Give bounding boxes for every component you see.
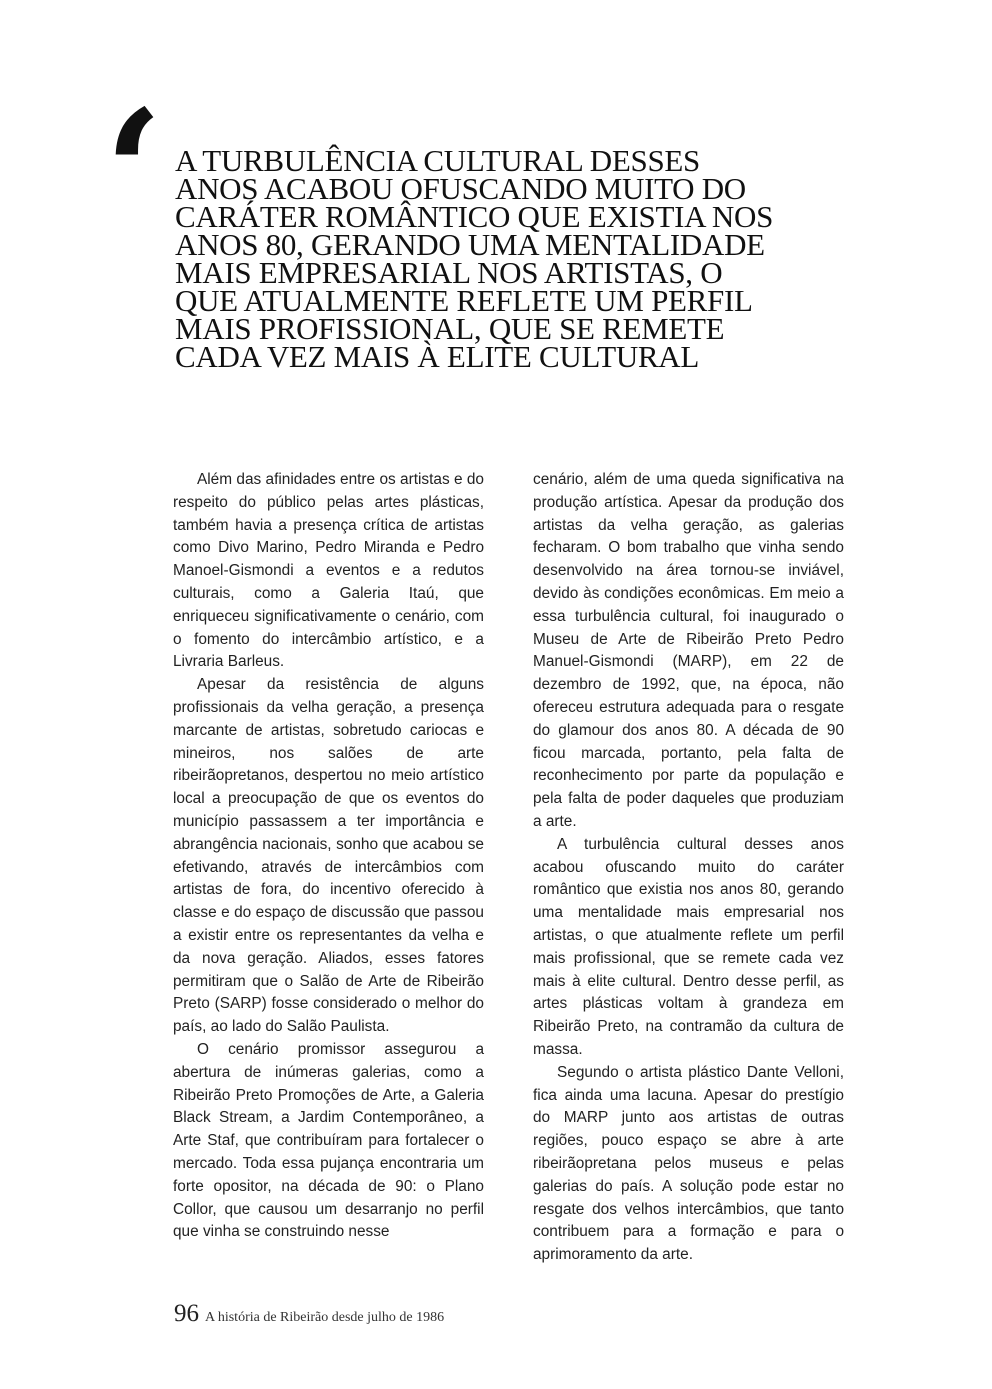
paragraph: O cenário promissor assegurou a abertura de inúmeras galerias, como a Ribeirão Preto Promoções de Arte, a Galeria Black Stream, a Jardim Contemporâneo, a Arte Staf, que contribuíram para fortalecer o mercado. Toda essa pujança encontraria um forte opositor, na década de 90: o Plano Collor, que causou um desarranjo no perfil que vinha se construindo nesse — [173, 1040, 484, 1241]
body-column-right — [533, 469, 844, 1267]
pull-quote: A TURBULÊNCIA CULTURAL DESSES ANOS ACABOU OFUSCANDO MUITO DO CARÁTER ROMÂNTICO QUE EXISTIA NOS ANOS 80, GERANDO UMA MENTALIDADE MAIS EMPRESARIAL NOS ARTISTAS, O QUE ATUALMENTE REFLETE UM PERFIL MAIS PROFISSIONAL, QUE SE REMETE CADA VEZ MAIS À ELITE CULTURAL — [175, 143, 774, 374]
quote-mark-icon: ‘ — [104, 73, 164, 273]
paragraph: Além das afinidades entre os artistas e do respeito do público pelas artes plásticas, também havia a presença crítica de artistas como Divo Marino, Pedro Miranda e Pedro Manoel-Gismondi a eventos e a redutos culturais, como a Galeria Itaú, que enriqueceu significativamente o cenário, com o fomento do intercâmbio artístico, e a Livraria Barleus. — [173, 471, 484, 671]
paragraph: Apesar da resistência de alguns profissionais da velha geração, a presença marcante de artistas, sobretudo cariocas e mineiros, nos salões de arte ribeirãopretanos, despertou no meio artístico local a preocupação de que os eventos do município passassem a ter importância e abrangência nacionais, sonho que acabou se efetivando, através de intercâmbios com artistas de fora, do incentivo oferecido à classe e do espaço de discussão que passou a existir entre os representantes da velha e da nova geração. Aliados, esses fatores permitiram que o Salão de Arte de Ribeirão Preto (SARP) fosse considerado o melhor do país, ao lado do Salão Paulista. — [173, 676, 484, 1036]
paragraph: Segundo o artista plástico Dante Velloni, fica ainda uma lacuna. Apesar do prestígio do MARP junto aos artistas de outras regiões, pouco espaço se abre à arte ribeirãopretana pelos museus e pelas galerias do país. A solução pode estar no resgate dos velhos intercâmbios, que tanto contribuem para a formação e para o aprimoramento da arte. — [533, 1063, 844, 1264]
page-number: 96 — [174, 1300, 199, 1327]
running-title: A história de Ribeirão desde julho de 1986 — [205, 1310, 445, 1325]
paragraph: cenário, além de uma queda significativa na produção artística. Apesar da produção dos artistas da velha geração, as galerias fecharam. O bom trabalho que vinha sendo desenvolvido na área tornou-se inviável, devido às condições econômicas. Em meio a essa turbulência cultural, foi inaugurado o Museu de Arte de Ribeirão Preto Pedro Manuel-Gismondi (MARP), em 22 de dezembro de 1992, que, na época, não ofereceu estrutura adequada para o resgate do glamour dos anos 80. A década de 90 ficou marcada, portanto, pela falta de reconhecimento por parte da população e pela falta de poder daqueles que produziam a arte. — [533, 471, 844, 830]
page-footer — [174, 1300, 444, 1328]
paragraph: A turbulência cultural desses anos acabou ofuscando muito do caráter romântico que existia nos anos 80, gerando uma mentalidade mais empresarial nos artistas, o que atualmente reflete um perfil mais profissional, que se remete cada vez mais à elite cultural. Dentro desse perfil, as artes plásticas voltam à grandeza em Ribeirão Preto, na contramão da cultura de massa. — [533, 835, 844, 1058]
body-column-left — [173, 469, 484, 1244]
